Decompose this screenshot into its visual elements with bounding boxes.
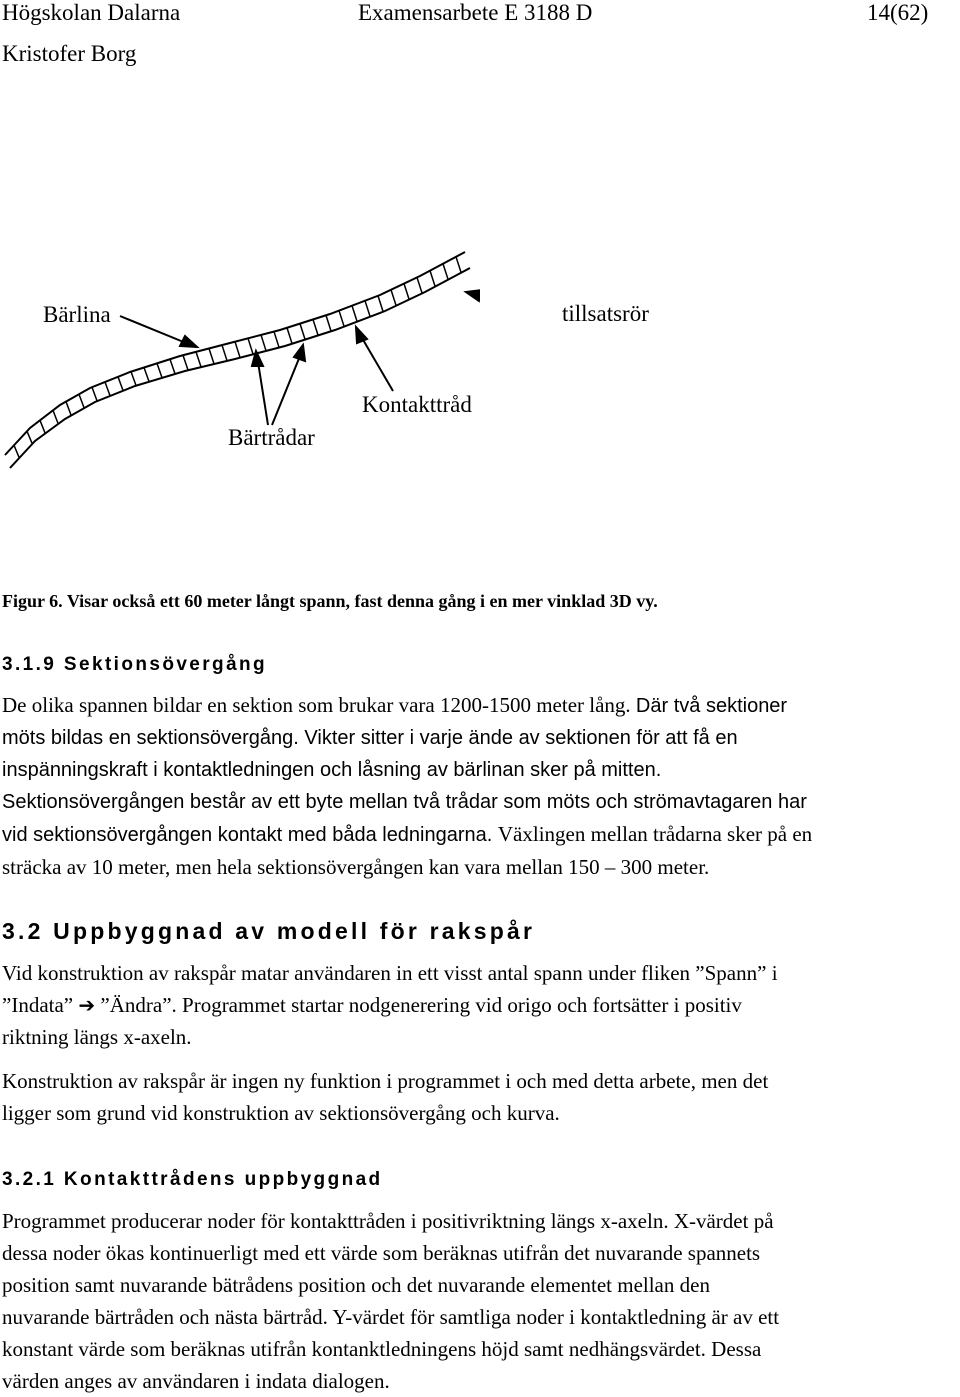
wire-hatch — [443, 264, 448, 279]
wire-hatch — [300, 324, 305, 340]
text-line: vid sektionsövergången kontakt med båda ledningarna. Växlingen mellan trådarna sker på en — [2, 822, 813, 846]
wire-hatch — [144, 368, 149, 382]
wire-hatch — [352, 306, 357, 322]
text-line: nuvarande bärtråden och nästa bärtråd. Y-värdet för samtliga noder i kontaktledning är av ett — [2, 1305, 780, 1329]
text-line: Sektionsövergången består av ett byte mellan två trådar som möts och strömavtagaren har — [2, 791, 807, 813]
text-line: Vid konstruktion av rakspår matar användaren in ett visst antal spann under fliken ”Spann” i — [2, 961, 778, 985]
text-line: konstant värde som beräknas utifrån kontanktledningens höjd samt nedhängsvärdet. Dessa — [2, 1337, 762, 1361]
wire-hatch — [131, 372, 136, 386]
text-line: Konstruktion av rakspår är ingen ny funktion i programmet i och med detta arbete, men det — [2, 1069, 769, 1093]
wire-hatch — [326, 315, 331, 331]
wire-hatch — [66, 402, 71, 415]
arrow-bartrad-2-line — [272, 356, 300, 425]
wire-hatch — [313, 319, 318, 335]
wire-hatch — [118, 377, 123, 391]
wire-hatch — [170, 359, 175, 374]
wire-hatch — [378, 296, 383, 312]
paragraph-rakspar-indata — [2, 957, 960, 1053]
text-line: inspänningskraft i kontaktledningen och låsning av bärlinan sker på mitten. — [2, 759, 662, 781]
label-bartradar: Bärtrådar — [228, 425, 315, 450]
wire-hatch — [261, 335, 266, 351]
arrow-kontakttrad-head — [356, 327, 367, 343]
wire-hatch — [287, 328, 292, 344]
arrow-tillsatsror-head — [466, 290, 480, 301]
text-line: sträcka av 10 meter, men hela sektionsövergången kan vara mellan 150 – 300 meter. — [2, 855, 710, 879]
arrow-barlina-line — [120, 316, 186, 343]
paragraph-kontakttrad — [2, 1205, 960, 1397]
wire-hatch — [248, 338, 253, 354]
header-institution: Högskolan Dalarna — [2, 0, 181, 25]
wire-hatch — [105, 382, 110, 396]
wire-hatch — [27, 431, 32, 443]
wire-hatch — [14, 445, 19, 457]
wire-hatch — [339, 311, 344, 327]
wire-hatch — [222, 345, 227, 361]
right-arrow-icon: ➔ — [78, 993, 96, 1017]
arrow-barlina-head — [180, 336, 197, 347]
wire-hatch — [79, 394, 84, 407]
wire-hatch — [417, 277, 422, 293]
text-line: möts bildas en sektionsövergång. Vikter sitter i varje ände av sektionen för att få en — [2, 727, 738, 749]
wire-hatch — [430, 271, 435, 286]
wire-hatch — [196, 352, 201, 367]
text-line: Programmet producerar noder för kontakttråden i positivriktning längs x-axeln. X-värdet på — [2, 1209, 774, 1233]
wire-hatch — [183, 355, 188, 370]
label-barlina: Bärlina — [43, 302, 111, 327]
wire-hatch — [274, 332, 279, 348]
header-author: Kristofer Borg — [2, 41, 137, 66]
wire-hatch — [456, 257, 461, 272]
label-tillsatsror: tillsatsrör — [562, 301, 649, 326]
wire-hatch — [92, 387, 97, 401]
label-kontakttrad: Kontakttråd — [362, 392, 472, 417]
text-line: ”Indata” ➔ ”Ändra”. Programmet startar nodgenerering vid origo och fortsätter i positiv — [2, 993, 742, 1017]
section-heading-3-2-1: 3.2.1 Kontakttrådens uppbyggnad — [2, 1169, 383, 1190]
header-report-id: Examensarbete E 3188 D — [358, 0, 593, 25]
wire-hatch — [40, 420, 45, 433]
text-line: dessa noder ökas kontinuerligt med ett värde som beräknas utifrån det nuvarande spannets — [2, 1241, 761, 1265]
arrow-bartrad-1-line — [258, 362, 268, 425]
text-line: värden anges av användaren i indata dialogen. — [2, 1369, 390, 1393]
text-line: position samt nuvarande bätrådens position och det nuvarande elementet mellan den — [2, 1273, 710, 1297]
text-line: ligger som grund vid konstruktion av sektionsövergång och kurva. — [2, 1101, 560, 1125]
wire-hatch — [53, 410, 58, 423]
wire-hatch — [404, 284, 409, 300]
wire-hatch — [391, 290, 396, 306]
paragraph-sektionsovergang — [2, 689, 960, 883]
wire-hatch — [157, 363, 162, 377]
text-line: De olika spannen bildar en sektion som brukar vara 1200-1500 meter lång. Där två sektioner — [2, 693, 788, 717]
wire-hatch — [365, 301, 370, 317]
header-page-number: 14(62) — [867, 0, 929, 25]
arrow-kontakttrad-line — [362, 338, 393, 391]
wire-hatch — [235, 342, 240, 358]
section-heading-3-1-9: 3.1.9 Sektionsövergång — [2, 654, 268, 675]
wire-hatch — [209, 348, 214, 363]
arrow-bartrad-2-head — [294, 345, 305, 361]
figure-caption: Figur 6. Visar också ett 60 meter långt spann, fast denna gång i en mer vinklad 3D vy. — [2, 591, 658, 611]
section-heading-3-2: 3.2 Uppbyggnad av modell för rakspår — [2, 918, 536, 944]
paragraph-rakspar-konstruktion — [2, 1065, 960, 1129]
text-line: riktning längs x-axeln. — [2, 1025, 192, 1049]
